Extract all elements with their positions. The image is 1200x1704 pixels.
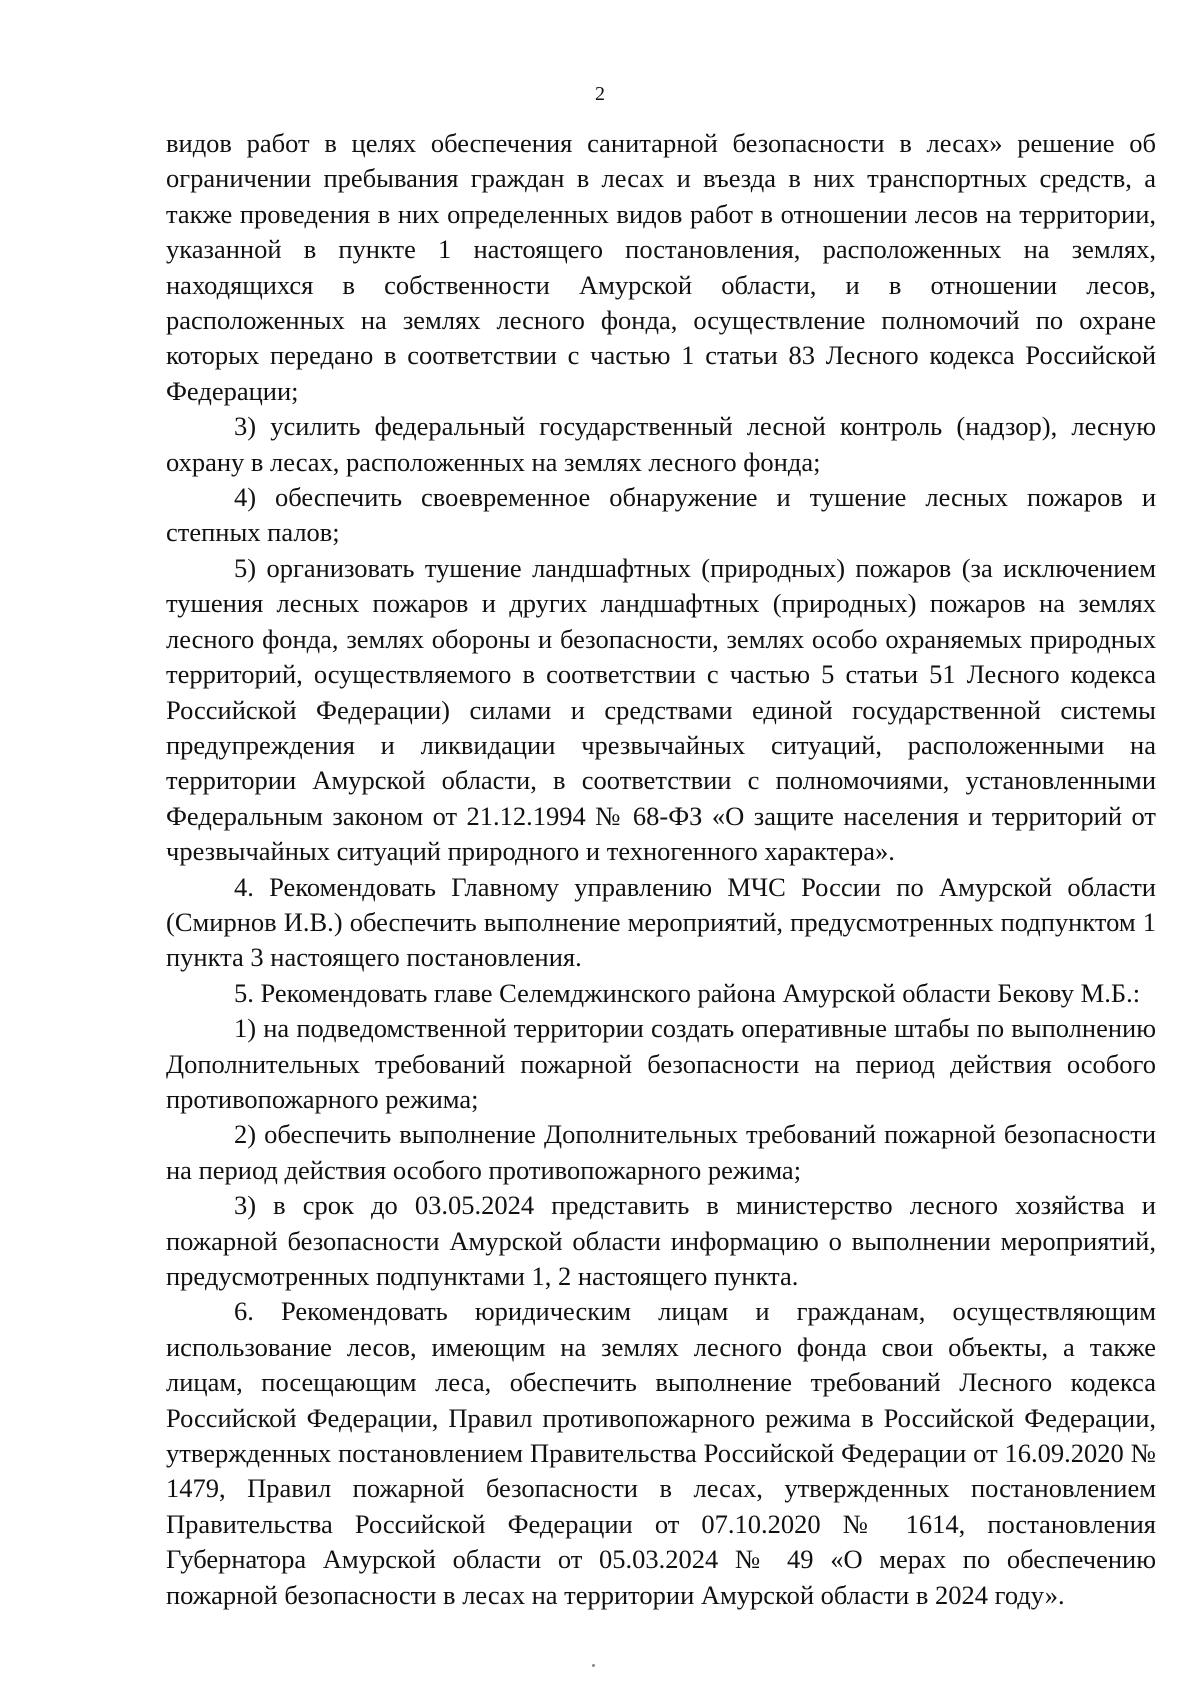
paragraph-subitem-3: 3) усилить федеральный государственный лесной контроль (надзор), лесную охрану в лесах, расположенных на землях лесного фонда; [166,411,1156,477]
paragraph-item-4: 4. Рекомендовать Главному управлению МЧС России по Амурской области (Смирнов И.В.) обеспечить выполнение мероприятий, предусмотренных подпунктом 1 пункта 3 настоящего постановления. [166,871,1156,973]
paragraph-item-5: 5. Рекомендовать главе Селемджинского района Амурской области Бекову М.Б.: [234,977,1141,1008]
paragraph-subitem-4: 4) обеспечить своевременное обнаружение и тушение лесных пожаров и степных палов; [166,482,1156,548]
paragraph-continuation: видов работ в целях обеспечения санитарной безопасности в лесах» решение об ограничении пребывания граждан в лесах и въезда в них транспортных средств, а также проведения в них определенных видов работ в отношении лесов на территории, указанной в пункте 1 настоящего постановления, расположенных на землях, находящихся в собственности Амурской области, и в отношении лесов, расположенных на землях лесного фонда, осуществление полномочий по охране которых передано в соответствии с частью 1 статьи 83 Лесного кодекса Российской Федерации; [166,128,1156,406]
paragraph-item-5-subitem-2: 2) обеспечить выполнение Дополнительных требований пожарной безопасности на период действия особого противопожарного режима; [166,1119,1156,1185]
page-number: 2 [595,83,605,105]
paragraph-item-6: 6. Рекомендовать юридическим лицам и гражданам, осуществляющим использование лесов, имеющим на землях лесного фонда свои объекты, а также лицам, посещающим леса, обеспечить выполнение требований Лесного кодекса Российской Федерации, Правил противопожарного режима в Российской Федерации, утвержденных постановлением Правительства Российской Федерации от 16.09.2020 № 1479, Правил пожарной безопасности в лесах, утвержденных постановлением Правительства Российской Федерации от 07.10.2020 № 1614, постановления Губернатора Амурской области от 05.03.2024 № 49 «О мерах по обеспечению пожарной безопасности в лесах на территории Амурской области в 2024 году». [166,1296,1156,1610]
paragraph-item-5-subitem-3: 3) в срок до 03.05.2024 представить в министерство лесного хозяйства и пожарной безопасности Амурской области информацию о выполнении мероприятий, предусмотренных подпунктами 1, 2 настоящего пункта. [166,1190,1156,1291]
paragraph-item-5-subitem-1: 1) на подведомственной территории создать оперативные штабы по выполнению Дополнительных требований пожарной безопасности на период действия особого противопожарного режима; [166,1013,1156,1114]
paragraph-subitem-5: 5) организовать тушение ландшафтных (природных) пожаров (за исключением тушения лесных пожаров и других ландшафтных (природных) пожаров на землях лесного фонда, землях обороны и безопасности, землях особо охраняемых природных территорий, осуществляемого в соответствии с частью 5 статьи 51 Лесного кодекса Российской Федерации) силами и средствами единой государственной системы предупреждения и ликвидации чрезвычайных ситуаций, расположенными на территории Амурской области, в соответствии с полномочиями, установленными Федеральным законом от 21.12.1994 № 68-ФЗ «О защите населения и территорий от чрезвычайных ситуаций природного и техногенного характера». [166,552,1156,867]
scan-artifact-dot [592,1664,595,1667]
document-body [166,126,1156,1613]
